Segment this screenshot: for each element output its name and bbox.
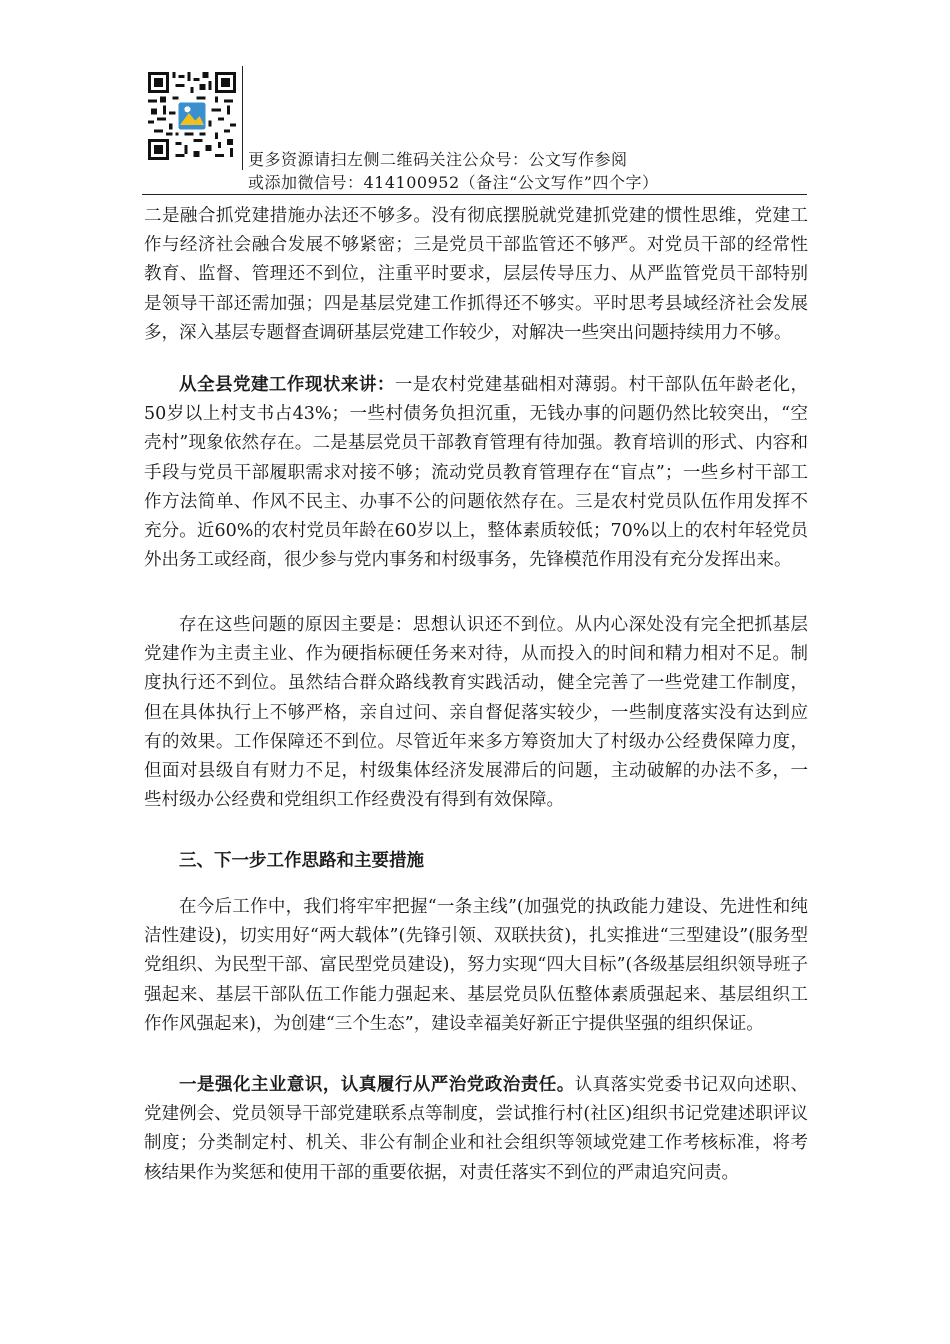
paragraph-work-plan (144, 893, 808, 1039)
paragraph-party-building-issues (144, 202, 808, 348)
paragraph-text: 一是农村党建基础相对薄弱。村干部队伍年龄老化，50岁以上村支书占43%；一些村债务负担沉重，无钱办事的问题仍然比较突出，“空壳村”现象依然存在。二是基层党员干部教育管理有待加强。教育培训的形式、内容和手段与党员干部履职需求对接不够；流动党员教育管理存在“盲点”；一些乡村干部工作方法简单、作风不民主、办事不公的问题依然存在。三是农村党员队伍作用发挥不充分。近60%的农村党员年龄在60岁以上，整体素质较低；70%以上的农村年轻党员外出务工或经商，很少参与党内事务和村级事务，先锋模范作用没有充分发挥出来。 (144, 375, 809, 571)
paragraph-county-status (144, 371, 808, 575)
heading-text: 三、下一步工作思路和主要措施 (179, 851, 424, 871)
section-heading (144, 847, 808, 876)
paragraph-text: 认真落实党委书记双向述职、党建例会、党员领导干部党建联系点等制度，尝试推行村(社区)组织书记党建述职评议制度；分类制定村、机关、非公有制企业和社会组织等领域党建工作考核标准，将考核结果作为奖惩和使用干部的重要依据，对责任落实不到位的严肃追究问责。 (144, 1075, 809, 1183)
header-rule (142, 194, 807, 195)
paragraph-root-causes (144, 611, 808, 815)
paragraph-text: 在今后工作中，我们将牢牢把握“一条主线”(加强党的执政能力建设、先进性和纯洁性建设)，切实用好“两大载体”(先锋引领、双联扶贫)，扎实推进“三型建设”(服务型党组织、为民型干部、富民型党员建设)，努力实现“四大目标”(各级基层组织领导班子强起来、基层干部队伍工作能力强起来、基层党员队伍整体素质强起来、基层组织工作作风强起来)，为创建“三个生态”，建设幸福美好新正宁提供坚强的组织保证。 (144, 897, 808, 1034)
header-wechat-note: 或添加微信号：414100952（备注“公文写作”四个字） (248, 173, 659, 192)
header-resource-note: 更多资源请扫左侧二维码关注公众号：公文写作参阅 (248, 150, 628, 169)
paragraph-text: 二是融合抓党建措施办法还不够多。没有彻底摆脱就党建抓党建的惯性思维，党建工作与经济社会融合发展不够紧密；三是党员干部监管还不够严。对党员干部的经常性教育、监督、管理还不到位，注重平时要求，层层传导压力、从严监管党员干部特别是领导干部还需加强；四是基层党建工作抓得还不够实。平时思考县域经济社会发展多，深入基层专题督查调研基层党建工作较少，对解决一些突出问题持续用力不够。 (144, 206, 808, 343)
paragraph-lead: 从全县党建工作现状来讲： (179, 375, 395, 395)
paragraph-lead: 一是强化主业意识，认真履行从严治党政治责任。 (179, 1075, 575, 1095)
paragraph-text: 存在这些问题的原因主要是：思想认识还不到位。从内心深处没有完全把抓基层党建作为主责主业、作为硬指标硬任务来对待，从而投入的时间和精力相对不足。制度执行还不到位。虽然结合群众路线教育实践活动，健全完善了一些党建工作制度，但在具体执行上不够严格，亲自过问、亲自督促落实较少，一些制度落实没有达到应有的效果。工作保障还不到位。尽管近年来多方筹资加大了村级办公经费保障力度，但面对县级自有财力不足，村级集体经济发展滞后的问题，主动破解的办法不多，一些村级办公经费和党组织工作经费没有得到有效保障。 (144, 615, 808, 811)
paragraph-measure-one (144, 1071, 808, 1188)
qr-code-icon (148, 72, 236, 160)
header-divider-vertical (242, 66, 243, 170)
